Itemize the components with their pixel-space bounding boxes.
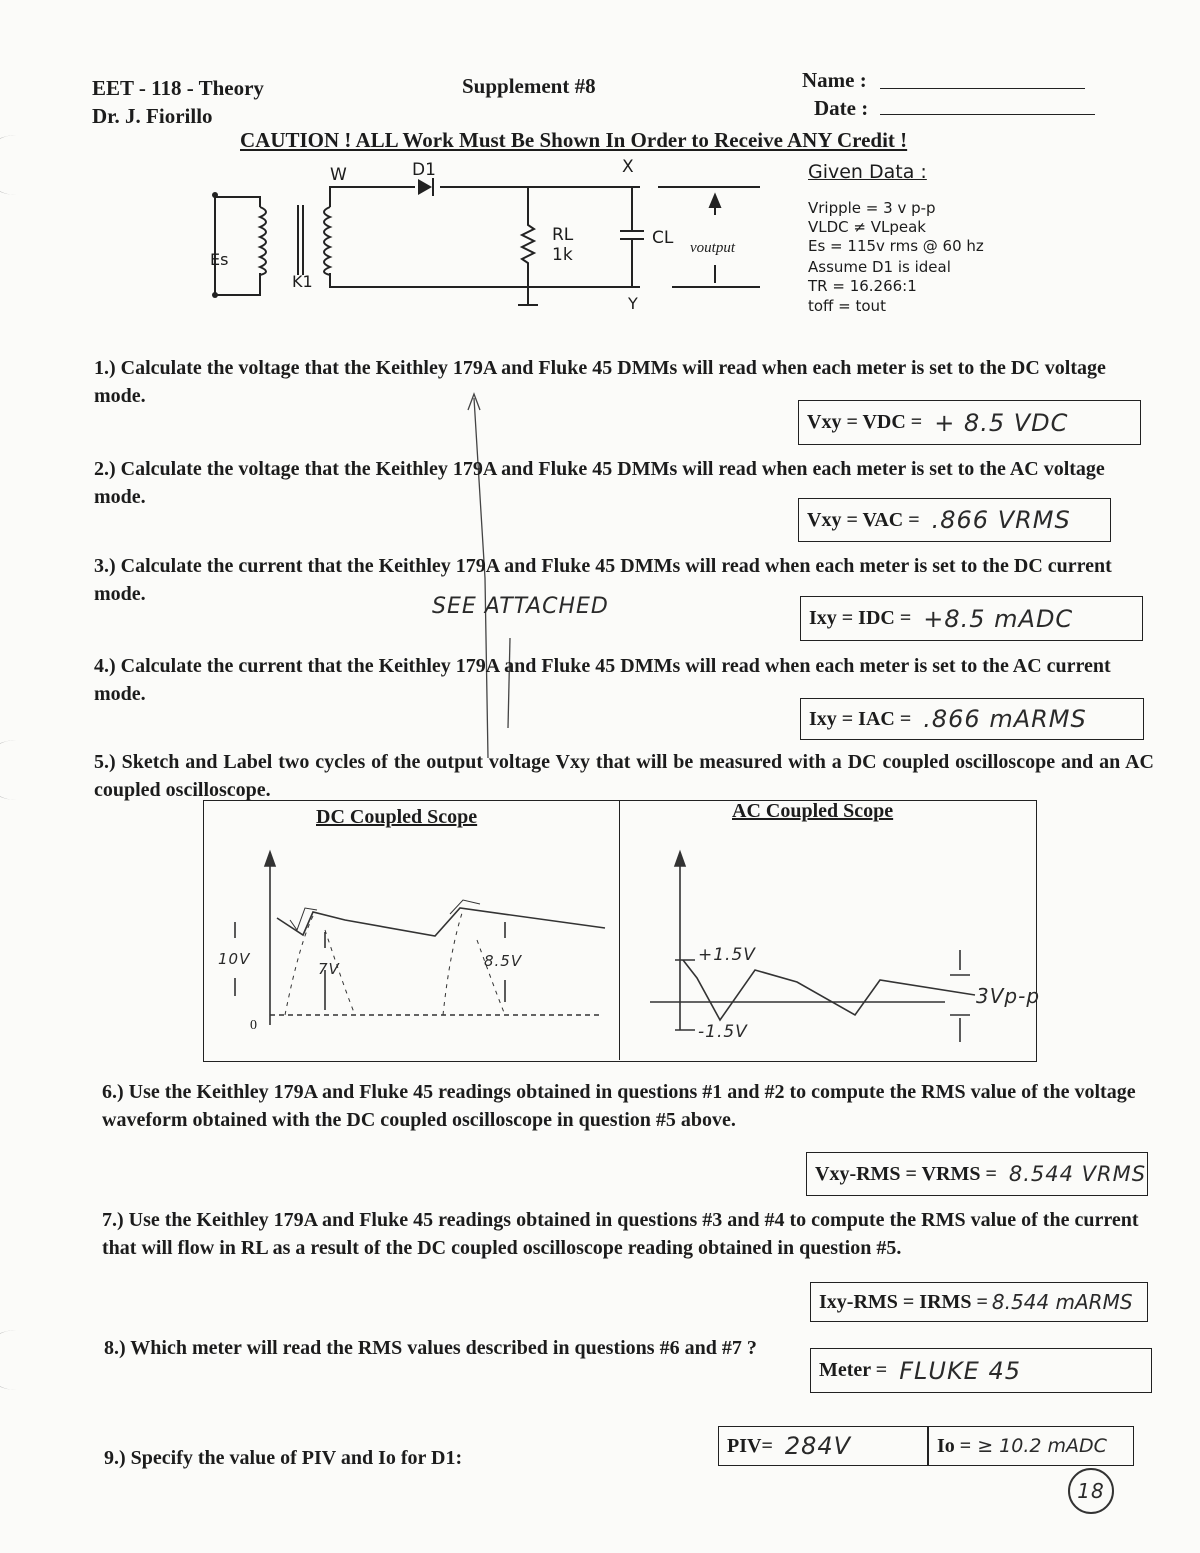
- given-line: TR = 16.266:1: [808, 277, 917, 295]
- name-line[interactable]: [880, 88, 1085, 89]
- question-7: 7.) Use the Keithley 179A and Fluke 45 readings obtained in questions #3 and #4 to compute the RMS value of the current that will flow in RL as a result of the DC coupled oscilloscope reading obtained in question #5.: [102, 1209, 1139, 1259]
- answer-value: ≥ 10.2 mADC: [977, 1435, 1107, 1457]
- node-w-label: W: [330, 165, 347, 185]
- answer-label: Vxy = VAC =: [807, 508, 920, 531]
- capacitor-label: CL: [652, 228, 674, 248]
- answer-value: 8.544 mARMS: [991, 1290, 1133, 1314]
- given-line: Vripple = 3 v p-p: [808, 199, 936, 217]
- ac-minus-label: -1.5V: [698, 1022, 748, 1042]
- resistor-label: RL: [552, 225, 574, 245]
- question-1: 1.) Calculate the voltage that the Keithley 179A and Fluke 45 DMMs will read when each meter is set to the DC voltage mode.: [94, 357, 1106, 407]
- dc-8-5v-label: 8.5V: [484, 952, 523, 970]
- answer-label: Meter =: [819, 1359, 888, 1381]
- score-value: 18: [1077, 1479, 1105, 1503]
- answer-label: Ixy = IDC =: [809, 607, 912, 629]
- punch-hole-mark: [0, 740, 53, 800]
- given-title: Given Data :: [808, 161, 927, 183]
- question-5: 5.) Sketch and Label two cycles of the output voltage Vxy that will be measured with a DC coupled oscilloscope and an AC coupled oscilloscope.: [94, 751, 1154, 801]
- question-3: 3.) Calculate the current that the Keithley 179A and Fluke 45 DMMs will read when each meter is set to the DC current mode.: [94, 555, 1112, 605]
- ac-plus-label: +1.5V: [698, 945, 756, 965]
- answer-value: .866 mARMS: [923, 705, 1087, 733]
- dc-7v-label: 7V: [318, 960, 340, 978]
- ac-pp-label: 3Vp-p: [976, 984, 1041, 1008]
- see-attached-note: SEE ATTACHED: [432, 594, 609, 619]
- scope-sketches: [205, 830, 1033, 1058]
- given-line: Es = 115v rms @ 60 hz: [808, 237, 984, 255]
- answer-label: Vxy-RMS = VRMS =: [815, 1162, 997, 1185]
- dc-10v-label: 10V: [218, 950, 251, 968]
- source-label: Es: [210, 250, 229, 269]
- page-title: Supplement #8: [462, 74, 596, 98]
- answer-value: +8.5 mADC: [923, 604, 1074, 633]
- answer-label: Ixy = IAC =: [809, 707, 912, 730]
- punch-hole-mark: [0, 135, 53, 195]
- answer-box-7[interactable]: [810, 1282, 1148, 1322]
- answer-label: PIV=: [727, 1434, 773, 1457]
- given-line: Assume D1 is ideal: [808, 258, 951, 276]
- answer-value: + 8.5 VDC: [934, 408, 1069, 437]
- answer-box-6[interactable]: [806, 1152, 1148, 1196]
- course-title: EET - 118 - Theory: [92, 76, 264, 100]
- io-answer-box[interactable]: [928, 1426, 1134, 1466]
- answer-box-8[interactable]: [810, 1348, 1152, 1393]
- question-2: 2.) Calculate the voltage that the Keithley 179A and Fluke 45 DMMs will read when each meter is set to the AC voltage mode.: [94, 458, 1105, 508]
- given-line: toff = tout: [808, 297, 886, 315]
- answer-value: 8.544 VRMS: [1008, 1162, 1147, 1186]
- dc-scope-title: DC Coupled Scope: [316, 806, 478, 828]
- answer-label: Io =: [937, 1434, 972, 1457]
- answer-box-2[interactable]: [798, 498, 1111, 542]
- instructor-name: Dr. J. Fiorillo: [92, 104, 213, 128]
- score-circle: [1068, 1468, 1114, 1514]
- piv-answer-box[interactable]: [718, 1426, 928, 1466]
- transformer-label: K1: [292, 272, 313, 291]
- output-label: voutput: [690, 240, 735, 256]
- resistor-value: 1k: [552, 245, 573, 265]
- given-line: VLDC ≠ VLpeak: [808, 218, 926, 236]
- question-4: 4.) Calculate the current that the Keithley 179A and Fluke 45 DMMs will read when each meter is set to the AC current mode.: [94, 655, 1111, 705]
- caution-banner: CAUTION ! ALL Work Must Be Shown In Order to Receive ANY Credit !: [240, 128, 908, 152]
- answer-label: Ixy-RMS = IRMS =: [819, 1290, 988, 1313]
- answer-box-3[interactable]: [800, 596, 1143, 641]
- node-x-label: X: [622, 157, 634, 177]
- answer-value: .866 VRMS: [931, 506, 1071, 534]
- question-8: 8.) Which meter will read the RMS values described in questions #6 and #7 ?: [104, 1337, 757, 1359]
- punch-hole-mark: [0, 1330, 53, 1390]
- rectifier-schematic: [200, 155, 780, 320]
- diode-label: D1: [412, 160, 436, 180]
- answer-value: 284V: [784, 1432, 852, 1460]
- question-9: 9.) Specify the value of PIV and Io for D1:: [104, 1447, 463, 1469]
- question-6: 6.) Use the Keithley 179A and Fluke 45 readings obtained in questions #1 and #2 to compute the RMS value of the voltage waveform obtained with the DC coupled oscilloscope in question #5 above.: [102, 1081, 1136, 1131]
- date-line[interactable]: [880, 114, 1095, 115]
- name-label: Name :: [802, 68, 867, 92]
- dc-zero-label: 0: [250, 1018, 257, 1033]
- answer-box-4[interactable]: [800, 698, 1144, 740]
- answer-label: Vxy = VDC =: [807, 411, 923, 433]
- ac-scope-title: AC Coupled Scope: [732, 800, 894, 822]
- date-label: Date :: [814, 96, 869, 120]
- answer-box-1[interactable]: [798, 400, 1141, 445]
- answer-value: FLUKE 45: [899, 1356, 1022, 1385]
- node-y-label: Y: [628, 294, 638, 313]
